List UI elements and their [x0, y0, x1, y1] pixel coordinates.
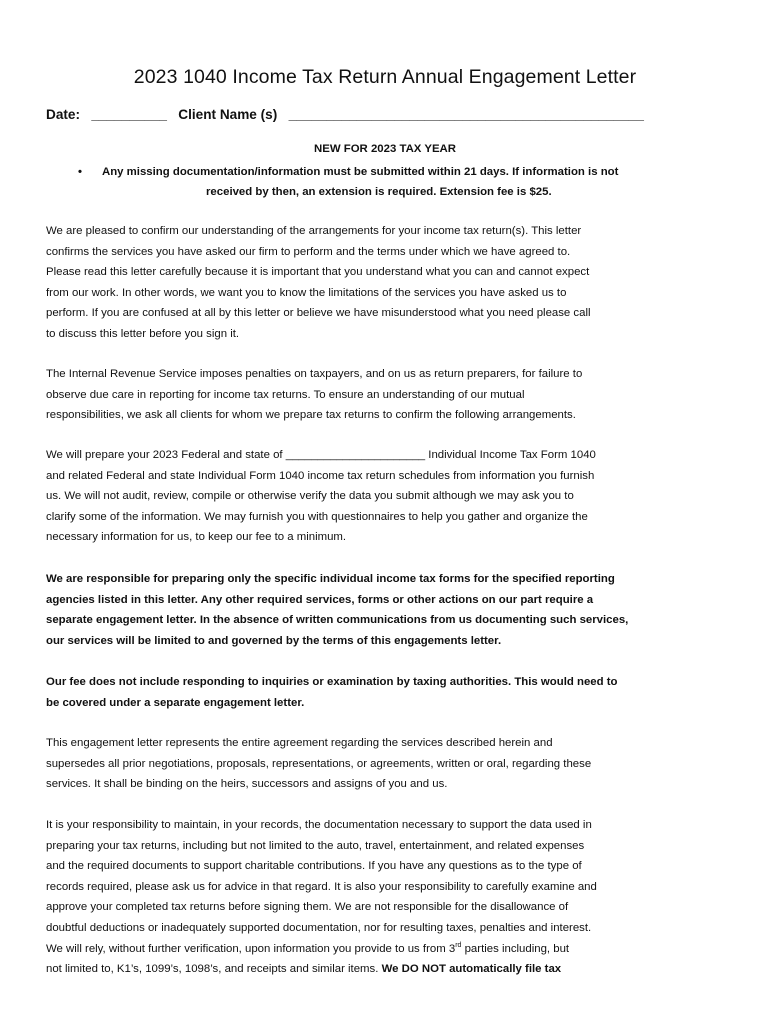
- paragraph-line: agencies listed in this letter. Any other required services, forms or other actions on our part require a: [46, 593, 594, 606]
- paragraph-line: and related Federal and state Individual Form 1040 income tax return schedules from information you furnish: [46, 469, 595, 482]
- paragraph-line: The Internal Revenue Service imposes penalties on taxpayers, and on us as return preparers, for failure to: [46, 368, 583, 380]
- paragraph-line: We will prepare your 2023 Federal and state of ______________________ Individual Income Tax Form 1040: [46, 449, 596, 461]
- paragraph-line: our services will be limited to and governed by the terms of this engagements letter.: [46, 634, 502, 647]
- paragraph-line: [46, 939, 726, 960]
- bullet-text-line-2: received by then, an extension is required. Extension fee is $25.: [206, 186, 552, 198]
- paragraph-line: clarify some of the information. We may furnish you with questionnaires to help you gather and organize the: [46, 510, 588, 523]
- line-text: parties including, but: [461, 942, 570, 955]
- client-name-blank: _______________________________________________: [288, 107, 644, 122]
- paragraph-line: records required, please ask us for advice in that regard. It is also your responsibility to carefully examine and: [46, 880, 597, 893]
- paragraph-line: doubtful deductions or inadequately supported documentation, nor for resulting taxes, penalties and interest.: [46, 921, 592, 934]
- line-text: not limited to, K1’s, 1099’s, 1098’s, and receipts and similar items.: [46, 963, 382, 976]
- bullet-text-line-1: Any missing documentation/information must be submitted within 21 days. If information is not: [102, 166, 619, 178]
- paragraph-line: to discuss this letter before you sign it.: [46, 327, 240, 340]
- ordinal-superscript: rd: [455, 941, 462, 949]
- paragraph-line: and the required documents to support charitable contributions. If you have any questions as to the type of: [46, 860, 582, 873]
- paragraph-line: We are pleased to confirm our understanding of the arrangements for your income tax return(s). This letter: [46, 225, 582, 237]
- document-title: 2023 1040 Income Tax Return Annual Engagement Letter: [133, 66, 637, 88]
- paragraph-introduction: [46, 221, 726, 345]
- paragraph-line: responsibilities, we ask all clients for whom we prepare tax returns to confirm the following arrangements.: [46, 409, 576, 422]
- paragraph-line: supersedes all prior negotiations, proposals, representations, or agreements, written or oral, regarding these: [46, 757, 592, 770]
- date-label: Date:: [46, 107, 80, 122]
- paragraph-line: from our work. In other words, we want you to know the limitations of the services you have asked us to: [46, 286, 567, 299]
- paragraph-line: be covered under a separate engagement letter.: [46, 696, 305, 709]
- paragraph-line: Our fee does not include responding to inquiries or examination by taxing authorities. This would need to: [46, 676, 618, 688]
- date-client-line: [46, 107, 644, 122]
- paragraph-line: confirms the services you have asked our firm to perform and the terms under which we have agreed to.: [46, 245, 571, 258]
- paragraph-line: approve your completed tax returns before signing them. We are not responsible for the disallowance of: [46, 901, 569, 914]
- paragraph-line: necessary information for us, to keep our fee to a minimum.: [46, 531, 347, 544]
- paragraph-entire-agreement: [46, 733, 726, 795]
- paragraph-line: Please read this letter carefully because it is important that you understand what you can and cannot expect: [46, 266, 590, 279]
- paragraph-irs-penalties: [46, 364, 726, 426]
- paragraph-line: This engagement letter represents the entire agreement regarding the services described herein and: [46, 737, 553, 749]
- bullet-dot: •: [78, 166, 82, 178]
- paragraph-responsibilities: [46, 569, 726, 651]
- new-tax-year-heading: NEW FOR 2023 TAX YEAR: [314, 143, 456, 155]
- paragraph-line: us. We will not audit, review, compile or otherwise verify the data you submit although we may ask you to: [46, 490, 574, 503]
- paragraph-line: preparing your tax returns, including but not limited to the auto, travel, entertainment, and related expenses: [46, 839, 585, 852]
- paragraph-line: separate engagement letter. In the absence of written communications from us documenting such services,: [46, 614, 629, 627]
- paragraph-line: We are responsible for preparing only the specific individual income tax forms for the specified reporting: [46, 573, 615, 585]
- paragraph-preparation-scope: [46, 445, 726, 548]
- paragraph-client-records: [46, 815, 726, 980]
- paragraph-fee-exclusion: [46, 672, 726, 713]
- paragraph-line: services. It shall be binding on the heirs, successors and assigns of you and us.: [46, 778, 448, 791]
- paragraph-line: [46, 959, 726, 980]
- paragraph-line: observe due care in reporting for income tax returns. To ensure an understanding of our mutual: [46, 388, 525, 401]
- bold-notice-text: We DO NOT automatically file tax: [381, 963, 562, 976]
- paragraph-line: It is your responsibility to maintain, in your records, the documentation necessary to support the data used in: [46, 819, 592, 831]
- client-name-label: Client Name (s): [178, 107, 278, 122]
- paragraph-line: perform. If you are confused at all by this letter or believe we have misunderstood what you need please call: [46, 307, 591, 320]
- date-blank: __________: [91, 107, 167, 122]
- line-text: We will rely, without further verification, upon information you provide to us from 3: [46, 942, 456, 955]
